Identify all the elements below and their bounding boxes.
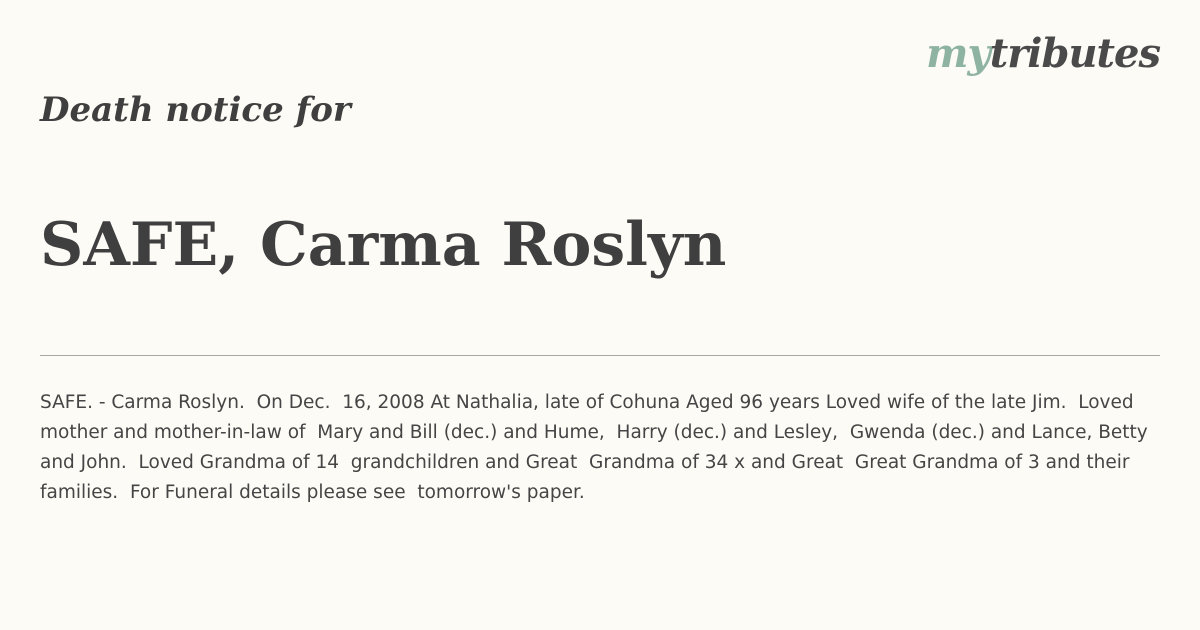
- logo-my-text: my: [926, 30, 990, 77]
- logo-tributes-text: tributes: [989, 30, 1160, 77]
- deceased-name: SAFE, Carma Roslyn: [40, 210, 727, 280]
- notice-type-heading: Death notice for: [40, 90, 351, 130]
- mytributes-logo[interactable]: [926, 30, 1160, 77]
- notice-body: SAFE. - Carma Roslyn. On Dec. 16, 2008 At Nathalia, late of Cohuna Aged 96 years Loved wife of the late Jim. Loved mother and mother-in-law of Mary and Bill (dec.) and Hume, Harry (dec.) and Lesley, Gwenda (dec.) and Lance, Betty and John. Loved Grandma of 14 grandchildren and Great Grandma of 34 x and Great Great Grandma of 3 and their families. For Funeral details please see tomorrow's paper.: [40, 392, 1160, 503]
- section-divider: [40, 355, 1160, 356]
